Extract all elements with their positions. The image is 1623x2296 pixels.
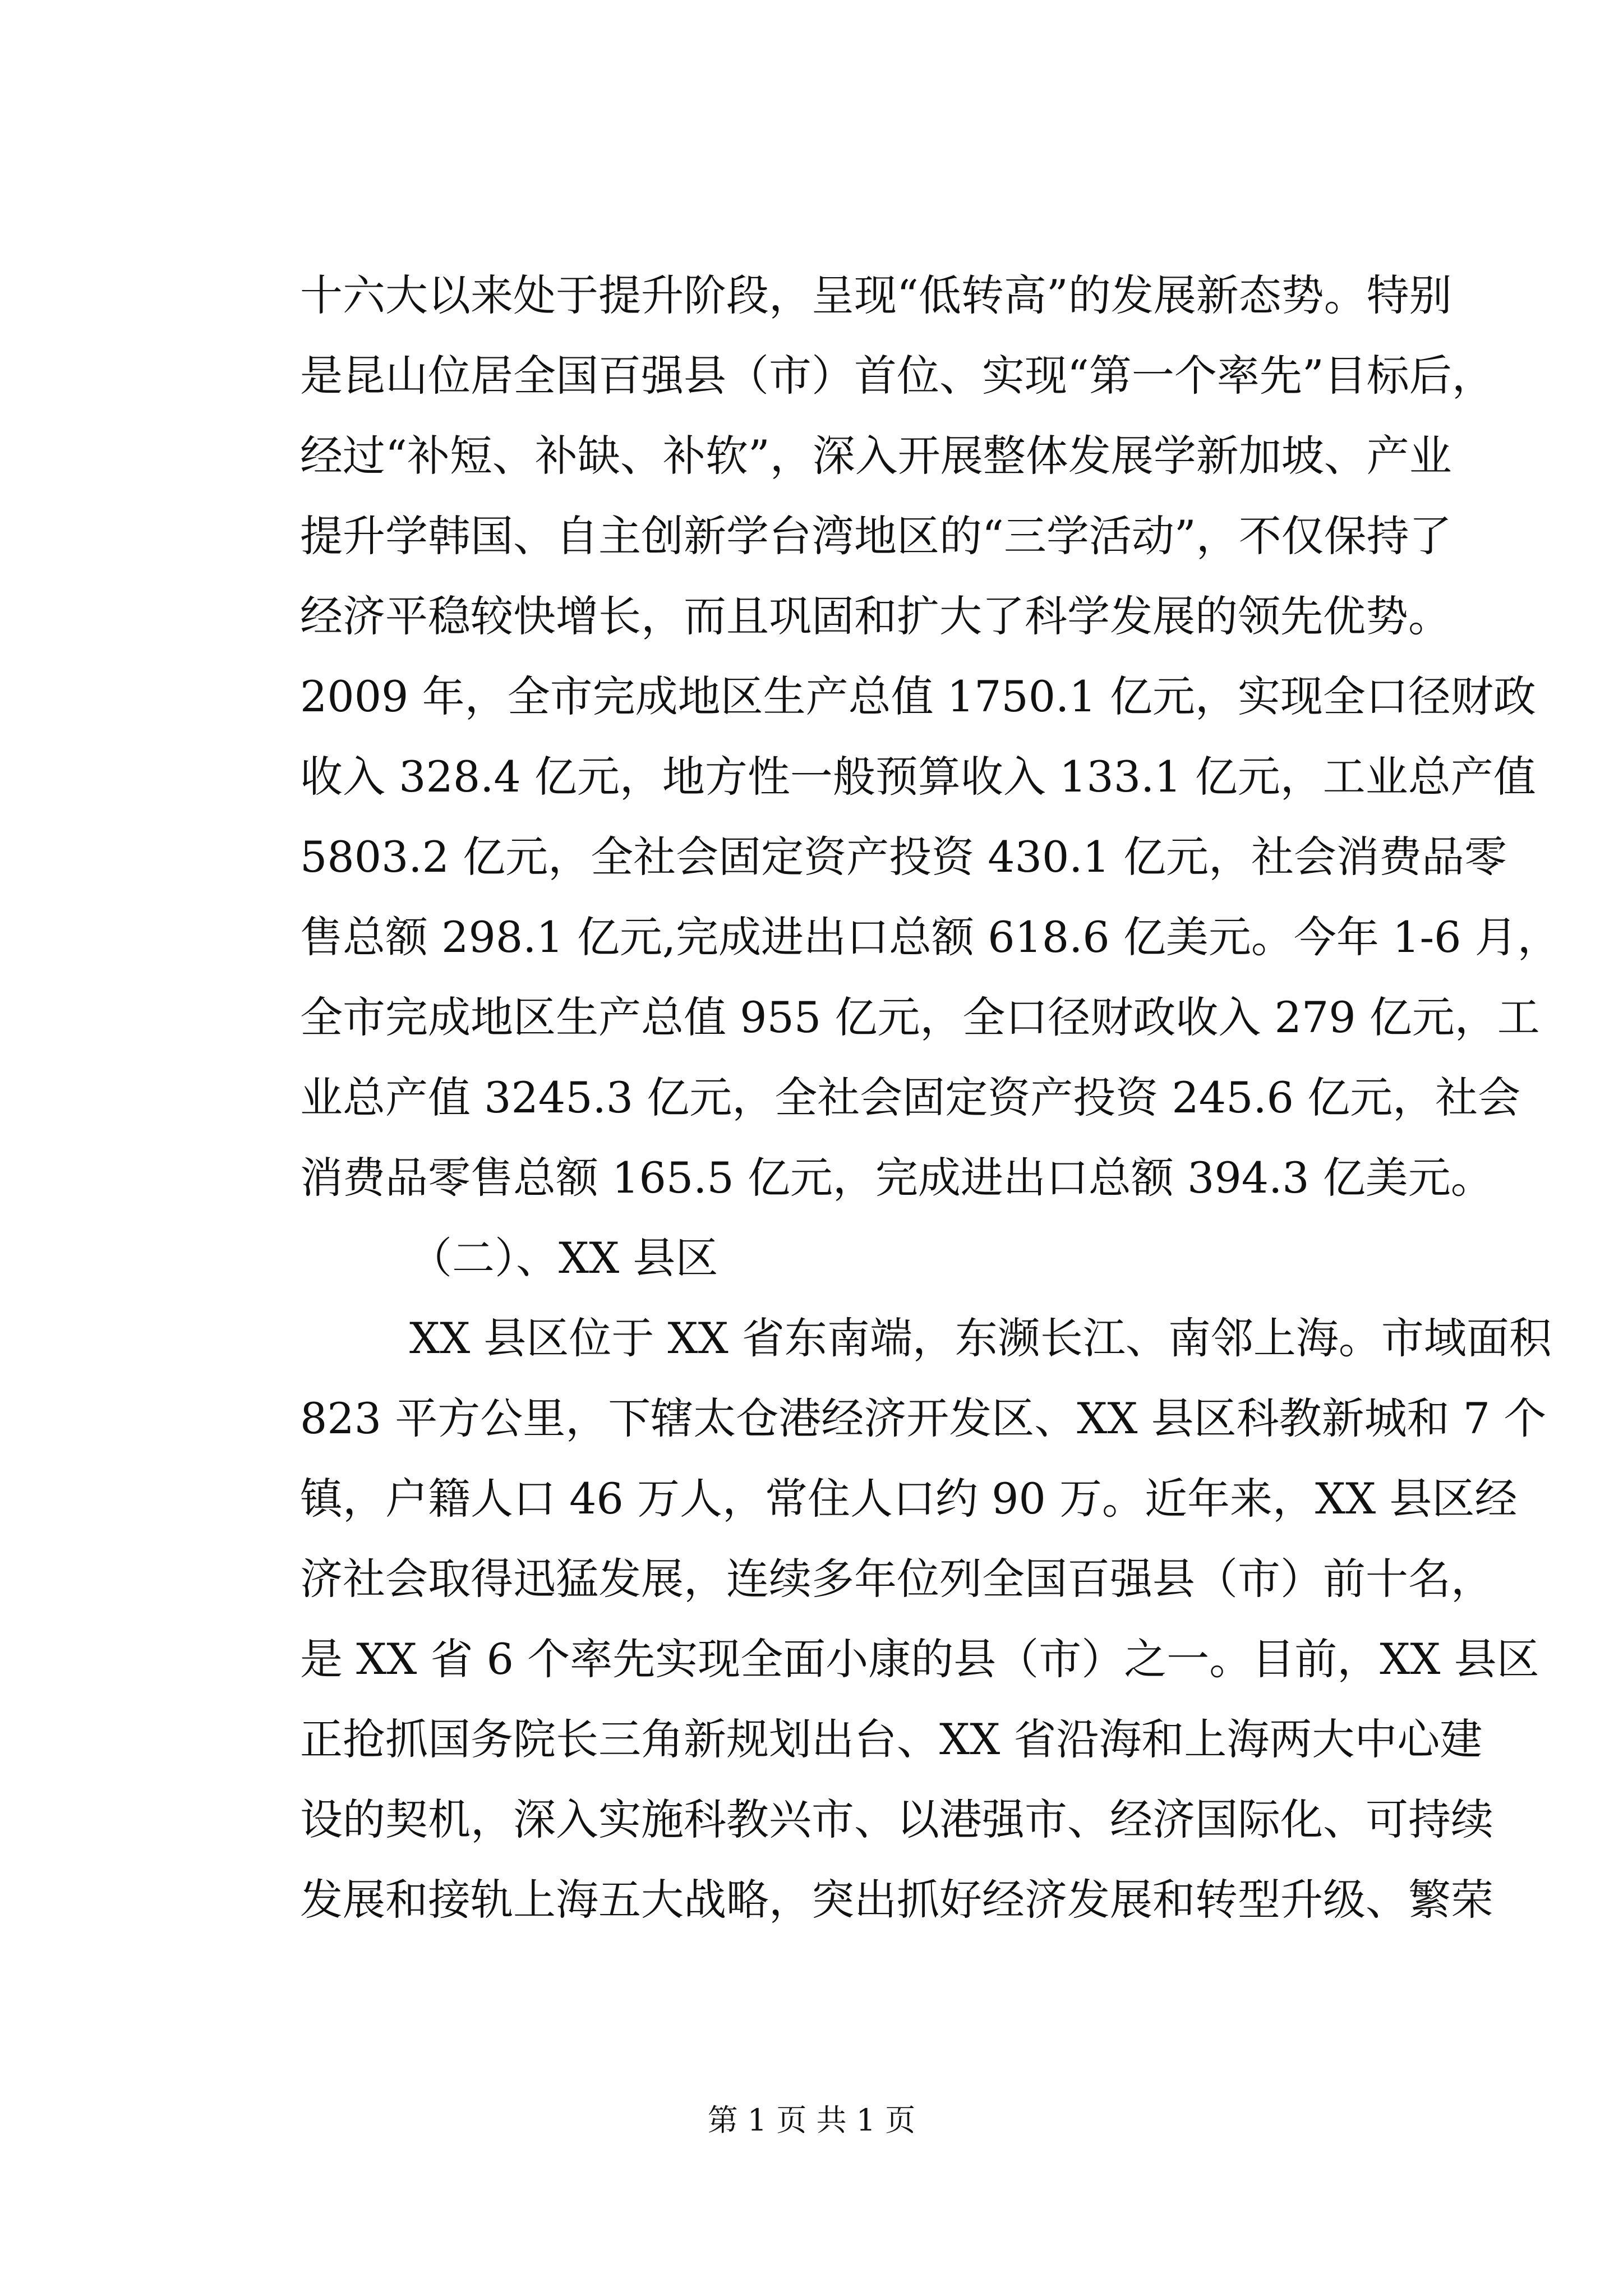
text-line: 发展和接轨上海五大战略，突出抓好经济发展和转型升级、繁荣 — [300, 1875, 1493, 1925]
text-line: 经济平稳较快增长，而且巩固和扩大了科学发展的领先优势。 — [300, 591, 1451, 641]
text-line: 消费品零售总额 165.5 亿元，完成进出口总额 394.3 亿美元。 — [300, 1153, 1493, 1203]
body-text — [300, 255, 1560, 1940]
text-line: 是昆山位居全国百强县（市）首位、实现“第一个率先”目标后， — [300, 351, 1495, 401]
text-line: 收入 328.4 亿元，地方性一般预算收入 133.1 亿元，工业总产值 — [300, 752, 1536, 802]
text-line: 823 平方公里，下辖太仓港经济开发区、XX 县区科教新城和 7 个 — [300, 1393, 1547, 1443]
text-line: 售总额 298.1 亿元,完成进出口总额 618.6 亿美元。今年 1-6 月， — [300, 912, 1560, 962]
text-line: 济社会取得迅猛发展，连续多年位列全国百强县（市）前十名， — [300, 1554, 1493, 1604]
section-heading: （二）、XX 县区 — [409, 1233, 718, 1283]
page-footer: 第 1 页 共 1 页 — [707, 2102, 916, 2138]
text-line: 经过“补短、补缺、补软”，深入开展整体发展学新加坡、产业 — [300, 431, 1452, 481]
text-line: 全市完成地区生产总值 955 亿元，全口径财政收入 279 亿元，工 — [300, 992, 1540, 1042]
text-line: 设的契机，深入实施科教兴市、以港强市、经济国际化、可持续 — [300, 1795, 1493, 1844]
text-line: 5803.2 亿元，全社会固定资产投资 430.1 亿元，社会消费品零 — [300, 832, 1507, 882]
text-line: 是 XX 省 6 个率先实现全面小康的县（市）之一。目前，XX 县区 — [300, 1634, 1539, 1684]
text-line: XX 县区位于 XX 省东南端，东濒长江、南邻上海。市域面积 — [409, 1313, 1552, 1363]
text-line: 十六大以来处于提升阶段，呈现“低转高”的发展新态势。特别 — [300, 270, 1452, 320]
text-line: 镇，户籍人口 46 万人，常住人口约 90 万。近年来，XX 县区经 — [300, 1474, 1518, 1524]
text-line: 正抢抓国务院长三角新规划出台、XX 省沿海和上海两大中心建 — [300, 1714, 1483, 1764]
text-line: 提升学韩国、自主创新学台湾地区的“三学活动”，不仅保持了 — [300, 511, 1452, 561]
text-line: 业总产值 3245.3 亿元，全社会固定资产投资 245.6 亿元，社会 — [300, 1073, 1521, 1122]
text-line: 2009 年，全市完成地区生产总值 1750.1 亿元，实现全口径财政 — [300, 671, 1536, 721]
